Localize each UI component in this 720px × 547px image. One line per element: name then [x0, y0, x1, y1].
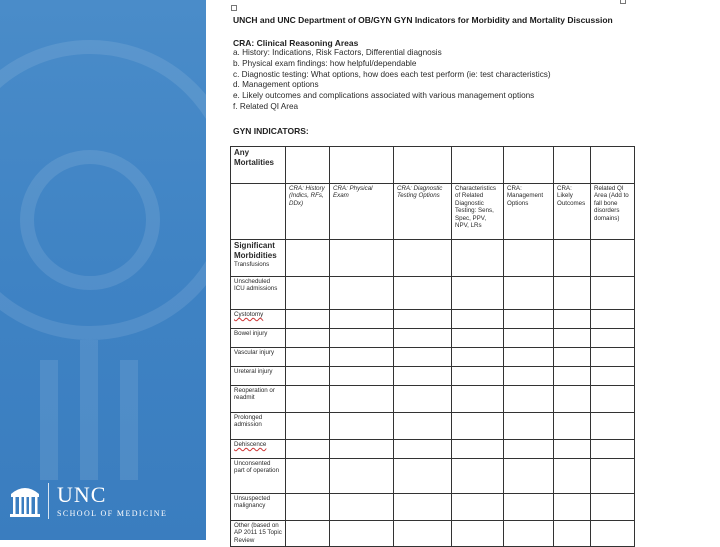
- cra-list: [233, 48, 551, 113]
- table-row: [231, 440, 635, 459]
- table-row: [231, 413, 635, 440]
- row-label: Prolonged admission: [231, 413, 286, 440]
- row-label: Unscheduled ICU admissions: [231, 277, 286, 310]
- table-row: [231, 386, 635, 413]
- watermark-column: [40, 360, 58, 480]
- old-well-icon: [8, 482, 42, 520]
- cra-item: e. Likely outcomes and complications associated with various management options: [233, 91, 535, 101]
- row-label: Unconsented part of operation: [231, 459, 286, 494]
- unc-logo: [8, 482, 167, 520]
- gyn-heading: GYN INDICATORS:: [233, 126, 309, 136]
- cra-item: f. Related QI Area: [233, 101, 299, 111]
- column-header: Related QI Area (Add to fall bone disorders domains): [591, 184, 635, 240]
- logo-name: UNC: [57, 481, 107, 507]
- table-row: [231, 310, 635, 329]
- watermark-column: [80, 340, 98, 480]
- row-label: Other (based on AP 2011 15 Topic Review: [231, 521, 286, 547]
- row-label: Ureteral injury: [231, 367, 286, 386]
- brand-panel: [0, 0, 206, 540]
- document-title: UNCH and UNC Department of OB/GYN GYN Indicators for Morbidity and Mortality Discussion: [233, 15, 613, 25]
- logo-subtitle: SCHOOL OF MEDICINE: [57, 508, 168, 518]
- table-row: [231, 367, 635, 386]
- watermark-column: [120, 360, 138, 480]
- row-label: Dehiscence: [231, 440, 286, 459]
- table-row: [231, 329, 635, 348]
- watermark-ring: [20, 150, 160, 290]
- column-header: CRA: Likely Outcomes: [554, 184, 591, 240]
- column-header: CRA: Management Options: [504, 184, 554, 240]
- resize-handle[interactable]: [620, 0, 626, 4]
- row-label: Reoperation or readmit: [231, 386, 286, 413]
- indicators-table: [230, 146, 635, 547]
- cra-item: c. Diagnostic testing: What options, how does each test perform (ie: test characteristics): [233, 69, 551, 79]
- table-row: [231, 459, 635, 494]
- row-label: Unsuspected malignancy: [231, 494, 286, 521]
- table-row: [231, 147, 635, 184]
- row-sublabel: Transfusions: [234, 261, 270, 268]
- cra-item: b. Physical exam findings: how helpful/dependable: [233, 58, 417, 68]
- column-header: CRA: Diagnostic Testing Options: [394, 184, 452, 240]
- mortality-label: Any Mortalities: [231, 147, 286, 184]
- column-header: CRA: Physical Exam: [330, 184, 394, 240]
- table-row: [231, 240, 635, 277]
- cra-heading: CRA: Clinical Reasoning Areas: [233, 38, 359, 48]
- column-header: Characteristics of Related Diagnostic Testing: Sens, Spec, PPV, NPV, LRs: [452, 184, 504, 240]
- cra-item: d. Management options: [233, 80, 319, 90]
- row-label: Bowel injury: [231, 329, 286, 348]
- table-header-row: [231, 184, 635, 240]
- resize-handle[interactable]: [231, 5, 237, 11]
- table-row: [231, 277, 635, 310]
- logo-divider: [48, 483, 49, 519]
- sig-morbidities-heading: Significant Morbidities: [234, 241, 277, 260]
- document-page: [206, 0, 720, 544]
- table-row: [231, 521, 635, 547]
- row-label: Cystotomy: [231, 310, 286, 329]
- table-row: [231, 494, 635, 521]
- row-label: Vascular injury: [231, 348, 286, 367]
- table-row: [231, 348, 635, 367]
- column-header: CRA: History (Indics, RFs, DDx): [286, 184, 330, 240]
- cra-item: a. History: Indications, Risk Factors, Differential diagnosis: [233, 48, 442, 57]
- row-label: [231, 240, 286, 277]
